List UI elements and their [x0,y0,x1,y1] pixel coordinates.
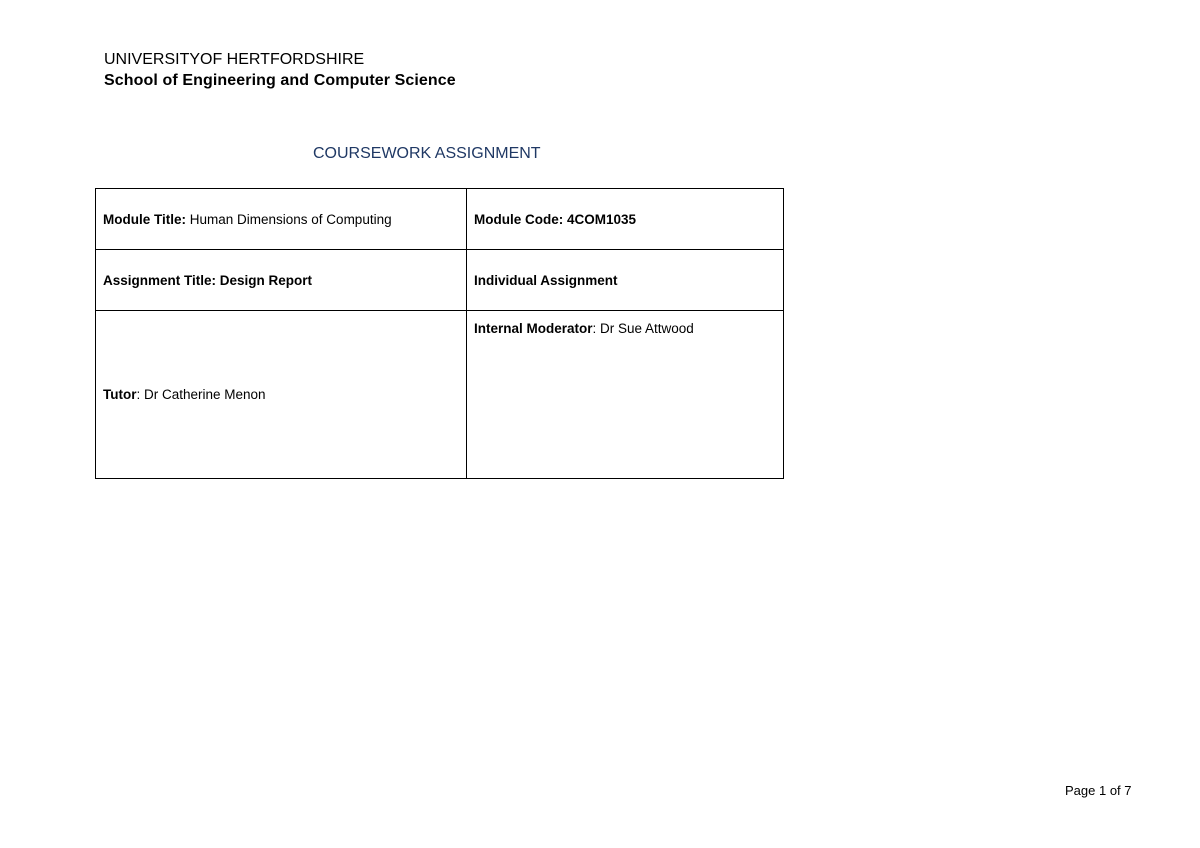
assignment-type-cell [467,250,784,311]
table-row [96,250,784,311]
moderator-label: Internal Moderator [474,321,593,336]
module-title-value: Human Dimensions of Computing [186,211,392,227]
assignment-title-label: Assignment Title: Design Report [103,272,313,288]
university-name: UNIVERSITYOF HERTFORDSHIRE [104,51,365,68]
table-row [96,189,784,250]
module-code-cell [467,189,784,250]
assignment-title-cell [96,250,467,311]
table-row [96,311,784,479]
tutor-value: : Dr Catherine Menon [136,387,266,402]
document-title: COURSEWORK ASSIGNMENT [313,145,541,162]
school-name: School of Engineering and Computer Science [104,72,456,89]
moderator-value: : Dr Sue Attwood [592,321,694,336]
tutor-cell [96,311,467,479]
module-title-cell [96,189,467,250]
module-code-label: Module Code: 4COM1035 [474,211,637,227]
page-number: Page 1 of 7 [1065,783,1132,798]
assignment-type-label: Individual Assignment [474,272,618,288]
moderator-cell [467,311,784,479]
assignment-info-table [95,188,784,479]
module-title-label: Module Title: [103,211,186,227]
document-header [104,50,456,91]
tutor-label: Tutor [103,387,137,402]
